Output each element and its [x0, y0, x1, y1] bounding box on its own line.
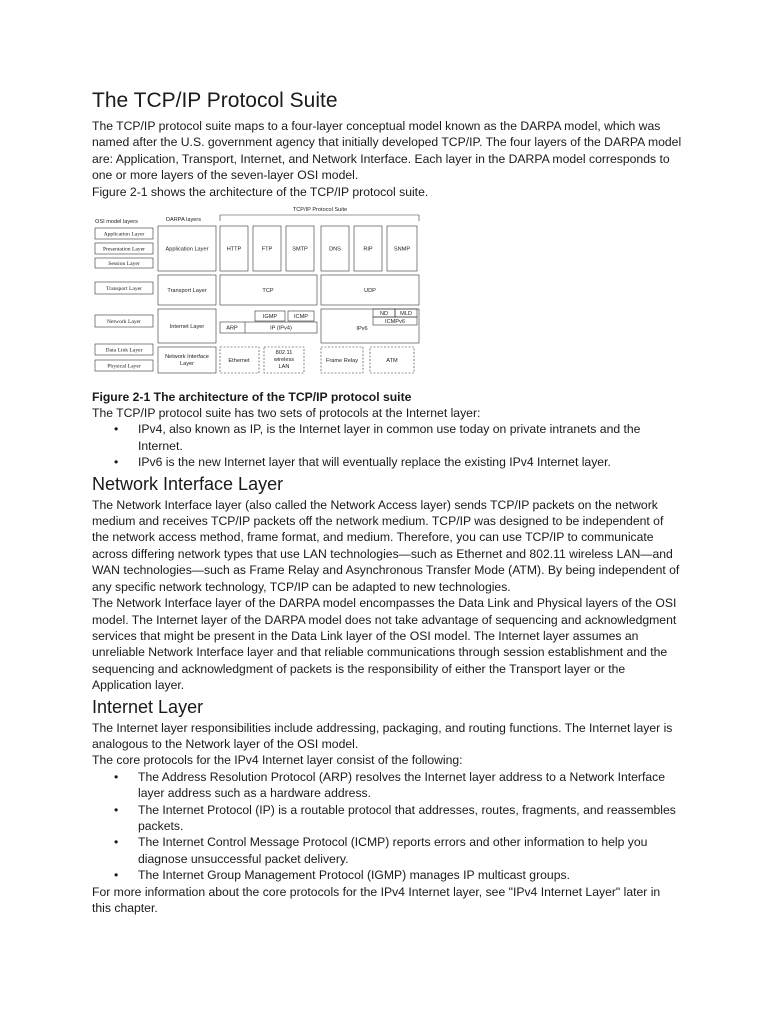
osi-data-link: Data Link Layer [105, 347, 143, 354]
osi-transport: Transport Layer [106, 286, 142, 293]
il-paragraph-2: The core protocols for the IPv4 Internet layer consist of the following: [92, 753, 463, 768]
tech-ethernet: Ethernet [228, 358, 250, 365]
proto-arp: ARP [226, 325, 238, 332]
nil-paragraph-1: The Network Interface layer (also called the Network Access layer) sends TCP/IP packets on the network medium and receives TCP/IP packets off the network medium. TCP/IP was designed to be independent of the network access method, frame format, and medium. Therefore, you can use TCP/IP to communicate across differing network types that use LAN technologies—such as Ethernet and 802.11 wireless LAN—and WAN technologies—such as Frame Relay and Asynchronous Transfer Mode (ATM). By being independent of any specific network technology, TCP/IP can be adapted to new technologies. [92, 497, 680, 594]
darpa-header: DARPA layers [166, 217, 202, 224]
proto-igmp: IGMP [262, 314, 278, 321]
proto-ipv4: IP (IPv4) [270, 325, 292, 332]
osi-presentation: Presentation Layer [102, 246, 146, 253]
tech-wlan-2: wireless [273, 357, 295, 364]
darpa-transport: Transport Layer [167, 288, 207, 295]
architecture-diagram [92, 201, 422, 387]
darpa-internet: Internet Layer [169, 324, 205, 331]
nil-paragraph-2: The Network Interface layer of the DARPA model encompasses the Data Link and Physical layers of the OSI model. The Internet layer of the DARPA model does not take advantage of sequencing and acknowledgment services that might be present in the Data Link layer of the OSI model. The Internet layer assumes an unreliable Network Interface layer and that reliable communications through session establishment and the sequencing and acknowledgment of packets is the responsibility of either the Transport layer or the Application layer. [92, 596, 677, 693]
list-item: • The Internet Group Management Protocol (IGMP) manages IP multicast groups. [138, 867, 682, 883]
proto-nd: ND [379, 311, 389, 318]
darpa-application: Application Layer [165, 246, 209, 253]
proto-udp: UDP [364, 288, 376, 295]
osi-application: Application Layer [103, 231, 145, 238]
proto-smtp: SMTP [292, 246, 308, 253]
osi-physical: Physical Layer [107, 363, 141, 370]
proto-mld: MLD [400, 311, 412, 318]
il-paragraph-1: The Internet layer responsibilities include addressing, packaging, and routing functions. The Internet layer is analogous to the Network layer of the OSI model. [92, 720, 673, 751]
proto-icmpv6: ICMPv6 [385, 319, 405, 326]
core-protocols-list [92, 769, 682, 884]
darpa-network-interface-2: Layer [180, 361, 194, 368]
osi-header: OSI model layers [95, 219, 138, 226]
osi-network: Network Layer [106, 319, 142, 326]
proto-rip: RIP [363, 246, 373, 253]
suite-label: TCP/IP Protocol Suite [292, 207, 348, 214]
page-title: The TCP/IP Protocol Suite [92, 89, 338, 112]
figure-caption: Figure 2-1 The architecture of the TCP/IP protocol suite [92, 390, 412, 405]
proto-dns: DNS [329, 246, 341, 253]
list-item: • The Address Resolution Protocol (ARP) resolves the Internet layer address to a Network Interface layer address such as a hardware address. [138, 769, 682, 802]
osi-session: Session Layer [108, 261, 140, 268]
list-item: • IPv6 is the new Internet layer that will eventually replace the existing IPv4 Internet layer. [138, 454, 682, 470]
il-heading: Internet Layer [92, 696, 204, 717]
tech-wlan-3: LAN [278, 364, 290, 371]
internet-sets-intro: The TCP/IP protocol suite has two sets of protocols at the Internet layer: [92, 406, 481, 421]
proto-snmp: SNMP [393, 246, 411, 253]
intro-paragraph: The TCP/IP protocol suite maps to a four-layer conceptual model known as the DARPA model, which was named after the U.S. government agency that initially developed TCP/IP. The four layers of the DARPA model are: Application, Transport, Internet, and Network Interface. Each layer in the DARPA model corresponds to one or more layers of the seven-layer OSI model. [92, 119, 682, 183]
proto-icmp: ICMP [294, 314, 308, 321]
list-item: • The Internet Control Message Protocol (ICMP) reports errors and other information to help you diagnose unsuccessful packet delivery. [138, 834, 682, 867]
tech-frame-relay: Frame Relay [325, 358, 359, 365]
list-item: • The Internet Protocol (IP) is a routable protocol that addresses, routes, fragments, and reassembles packets. [138, 802, 682, 835]
darpa-network-interface: Network Interface [165, 354, 209, 361]
tcpip-architecture-figure [92, 201, 422, 387]
proto-ipv6: IPv6 [356, 326, 368, 333]
nil-heading: Network Interface Layer [92, 473, 284, 494]
proto-tcp: TCP [262, 288, 274, 295]
list-item: • IPv4, also known as IP, is the Internet layer in common use today on private intranets and the Internet. [138, 421, 682, 454]
proto-http: HTTP [226, 246, 242, 253]
figure-intro: Figure 2-1 shows the architecture of the TCP/IP protocol suite. [92, 184, 429, 199]
internet-sets-list [92, 421, 682, 470]
document-content [92, 88, 682, 916]
tech-wlan: 802.11 [275, 350, 293, 357]
proto-ftp: FTP [261, 246, 273, 253]
closing-paragraph: For more information about the core protocols for the IPv4 Internet layer, see "IPv4 Internet Layer" later in this chapter. [92, 884, 661, 915]
tech-atm: ATM [386, 358, 398, 365]
